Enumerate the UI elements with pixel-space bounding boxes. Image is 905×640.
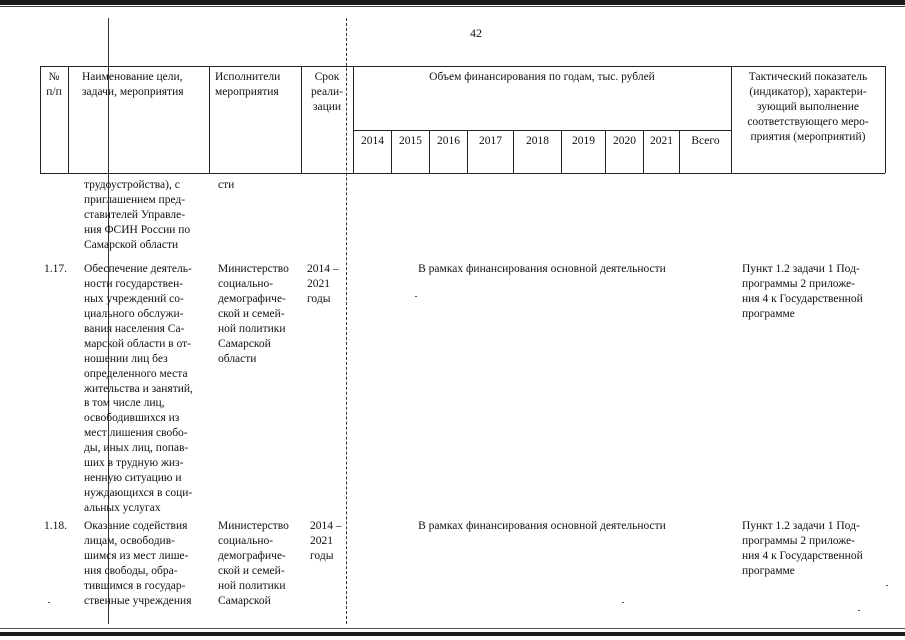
- year-2019: 2019: [572, 135, 595, 147]
- year-2017: 2017: [479, 135, 502, 147]
- scan-speck: [415, 296, 417, 297]
- row-2-executors: Министерство социально- демографиче- ской и семей- ной политики Самарской: [218, 520, 289, 607]
- row-1-term: 2014 – 2021 годы: [307, 263, 339, 305]
- scan-speck: [622, 602, 624, 603]
- row-2-num: 1.18.: [44, 520, 67, 532]
- year-2020: 2020: [613, 135, 636, 147]
- header-name: Наименование цели, задачи, мероприятия: [82, 71, 184, 98]
- row-1-num: 1.17.: [44, 263, 67, 275]
- year-total: Всего: [691, 135, 720, 147]
- year-2014: 2014: [361, 135, 384, 147]
- header-indicator: Тактический показатель (индикатор), характери- зующий выполнение соответствующего меро- приятия (мероприятий): [747, 71, 869, 143]
- row-0-name: трудоустройства), с приглашением пред- ставителей Управле- ния ФСИН России по Самарской области: [84, 179, 191, 251]
- row-2-financing: В рамках финансирования основной деятельности: [418, 520, 666, 532]
- header-financing: Объем финансирования по годам, тыс. рублей: [429, 71, 655, 83]
- top-border: [0, 0, 905, 5]
- year-2021: 2021: [650, 135, 673, 147]
- row-0-executors: сти: [218, 179, 235, 191]
- row-2-term: 2014 – 2021 годы: [310, 520, 342, 562]
- header-term: Срок реали- зации: [311, 71, 343, 113]
- scan-speck: [886, 585, 888, 586]
- col-line-num: [68, 66, 69, 173]
- page-number: 42: [470, 26, 482, 40]
- col-line-right: [885, 66, 886, 173]
- col-line-name: [209, 66, 210, 173]
- header-executors: Исполнители мероприятия: [215, 71, 281, 98]
- year-2015: 2015: [399, 135, 422, 147]
- scan-speck: [48, 602, 50, 603]
- row-1-executors: Министерство социально- демографиче- ской и семей- ной политики Самарской области: [218, 263, 289, 365]
- row-1-indicator: Пункт 1.2 задачи 1 Под- программы 2 приложе- ния 4 к Государственной программе: [742, 263, 863, 320]
- bottom-border-thin: [0, 628, 905, 629]
- year-2016: 2016: [437, 135, 460, 147]
- table-top-line: [40, 66, 885, 67]
- header-num: № п/п: [46, 71, 62, 98]
- row-1-financing: В рамках финансирования основной деятельности: [418, 263, 666, 275]
- row-2-indicator: Пункт 1.2 задачи 1 Под- программы 2 приложе- ния 4 к Государственной программе: [742, 520, 863, 577]
- year-2018: 2018: [526, 135, 549, 147]
- header-bottom-line: [40, 173, 885, 174]
- row-2-name: Оказание содействия лицам, освободив- шимся из мест лише- ния свободы, обра- тившимся в государ- ственные учреждения: [84, 520, 192, 607]
- scan-speck: [858, 610, 860, 611]
- row-1-name: Обеспечение деятель- ности государствен- ных учреждений со- циального обслужи- вания населения Са- марской области в от- ношении лиц без определенного места жительства и занятий, в том числе лиц, освободившихся из мест лишения свобо- ды, иных лиц, попав- ших в трудную жиз- ненную ситуацию и нуждающихся в соци- альных услугах: [84, 263, 193, 514]
- bottom-border: [0, 632, 905, 636]
- years-header-line: [353, 130, 731, 131]
- top-border-thin: [0, 6, 905, 7]
